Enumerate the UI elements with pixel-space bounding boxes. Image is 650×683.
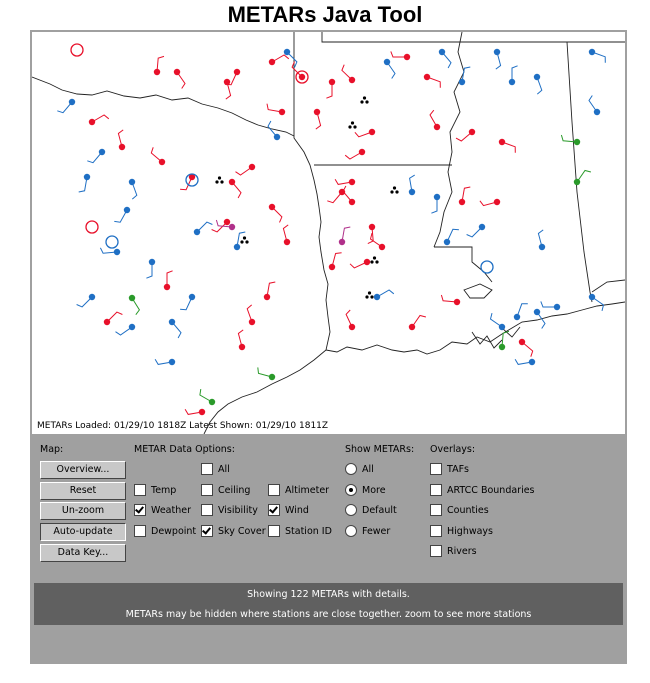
precip-dot	[368, 291, 371, 294]
station-dot[interactable]	[519, 339, 525, 345]
radio-more[interactable]	[345, 484, 357, 496]
checkbox-temp[interactable]	[134, 484, 146, 496]
station-ring	[481, 261, 493, 273]
station-dot[interactable]	[444, 239, 450, 245]
checkbox-dewpoint[interactable]	[134, 525, 146, 537]
radio-default[interactable]	[345, 504, 357, 516]
station-dot[interactable]	[409, 324, 415, 330]
station-dot[interactable]	[274, 134, 280, 140]
station-dot[interactable]	[279, 109, 285, 115]
station-dot[interactable]	[349, 77, 355, 83]
data-option-temp[interactable]: Temp	[134, 484, 176, 496]
station-dot[interactable]	[249, 319, 255, 325]
station-dot[interactable]	[249, 164, 255, 170]
metars-loaded-status: METARs Loaded: 01/29/10 1818Z Latest Shown: 01/29/10 1811Z	[37, 421, 329, 431]
station-ring	[86, 221, 98, 233]
station-dot[interactable]	[459, 79, 465, 85]
overlay-highways[interactable]: Highways	[430, 525, 493, 537]
checkbox-ceiling[interactable]	[201, 484, 213, 496]
precip-dot	[393, 186, 396, 189]
checkbox-counties[interactable]	[430, 504, 442, 516]
data-option-all[interactable]: All	[201, 463, 230, 475]
station-dot[interactable]	[229, 179, 235, 185]
station-dot[interactable]	[424, 74, 430, 80]
station-dot[interactable]	[114, 249, 120, 255]
data-options-heading: METAR Data Options:	[134, 444, 235, 455]
show-option-all[interactable]: All	[345, 463, 374, 475]
station-dot[interactable]	[434, 194, 440, 200]
station-dot[interactable]	[234, 69, 240, 75]
precip-dot	[240, 240, 243, 243]
station-dot[interactable]	[479, 224, 485, 230]
data-option-dewpoint[interactable]: Dewpoint	[134, 525, 196, 537]
station-dot[interactable]	[469, 129, 475, 135]
checkbox-wind[interactable]	[268, 504, 280, 516]
station-dot[interactable]	[514, 314, 520, 320]
station-dot[interactable]	[509, 79, 515, 85]
checkbox-artcc-boundaries[interactable]	[430, 484, 442, 496]
station-dot[interactable]	[264, 294, 270, 300]
station-dot[interactable]	[104, 319, 110, 325]
info-count-text: Showing 122 METARs with details.	[247, 589, 410, 600]
station-dot[interactable]	[409, 189, 415, 195]
station-dot[interactable]	[594, 109, 600, 115]
station-dot[interactable]	[349, 199, 355, 205]
data-key-button[interactable]: Data Key...	[40, 544, 126, 562]
overlays-heading: Overlays:	[430, 444, 476, 455]
info-hint-text: METARs may be hidden where stations are close together. zoom to see more stations	[125, 609, 532, 620]
page-title: METARs Java Tool	[227, 2, 423, 27]
station-dot[interactable]	[589, 294, 595, 300]
precip-dot	[220, 180, 223, 183]
overlay-counties[interactable]: Counties	[430, 504, 489, 516]
data-option-visibility[interactable]: Visibility	[201, 504, 258, 516]
station-dot[interactable]	[554, 304, 560, 310]
station-dot[interactable]	[434, 124, 440, 130]
station-dot[interactable]	[499, 139, 505, 145]
station-dot[interactable]	[349, 179, 355, 185]
station-dot[interactable]	[84, 174, 90, 180]
show-metars-heading: Show METARs:	[345, 444, 415, 455]
station-dot[interactable]	[199, 409, 205, 415]
station-dot[interactable]	[194, 229, 200, 235]
map-heading: Map:	[40, 444, 64, 455]
map-canvas[interactable]	[32, 32, 625, 434]
station-dot[interactable]	[154, 69, 160, 75]
station-dot[interactable]	[494, 199, 500, 205]
precip-dot	[390, 190, 393, 193]
station-dot[interactable]	[454, 299, 460, 305]
precip-dot	[348, 125, 351, 128]
station-dot[interactable]	[349, 324, 355, 330]
station-dot[interactable]	[299, 74, 305, 80]
precip-dot	[365, 100, 368, 103]
station-dot[interactable]	[239, 344, 245, 350]
checkbox-station-id[interactable]	[268, 525, 280, 537]
station-dot[interactable]	[129, 324, 135, 330]
precip-dot	[370, 260, 373, 263]
precip-dot	[363, 96, 366, 99]
station-dot[interactable]	[379, 244, 385, 250]
precip-dot	[360, 100, 363, 103]
station-dot[interactable]	[534, 309, 540, 315]
station-dot[interactable]	[284, 239, 290, 245]
precip-dot	[218, 176, 221, 179]
station-ring	[71, 44, 83, 56]
station-dot[interactable]	[574, 179, 580, 185]
station-dot[interactable]	[129, 179, 135, 185]
station-dot[interactable]	[99, 149, 105, 155]
station-dot[interactable]	[159, 159, 165, 165]
precip-dot	[395, 190, 398, 193]
station-dot[interactable]	[269, 374, 275, 380]
overview-button[interactable]: Overview...	[40, 461, 126, 479]
show-option-default[interactable]: Default	[345, 504, 397, 516]
station-dot[interactable]	[499, 344, 505, 350]
station-dot[interactable]	[539, 244, 545, 250]
station-dot[interactable]	[209, 399, 215, 405]
auto-update-button[interactable]: Auto-update	[40, 523, 126, 541]
data-option-station-id[interactable]: Station ID	[268, 525, 332, 537]
station-dot[interactable]	[269, 59, 275, 65]
precip-dot	[243, 236, 246, 239]
station-dot[interactable]	[364, 259, 370, 265]
precip-dot	[373, 256, 376, 259]
station-dot[interactable]	[169, 319, 175, 325]
station-dot[interactable]	[149, 259, 155, 265]
station-dot[interactable]	[89, 294, 95, 300]
radio-fewer[interactable]	[345, 525, 357, 537]
show-option-fewer[interactable]: Fewer	[345, 525, 390, 537]
overlay-rivers[interactable]: Rivers	[430, 545, 477, 557]
station-dot[interactable]	[374, 294, 380, 300]
station-dot[interactable]	[439, 49, 445, 55]
station-dot[interactable]	[229, 224, 235, 230]
station-dot[interactable]	[129, 295, 135, 301]
station-dot[interactable]	[404, 54, 410, 60]
checkbox-weather[interactable]	[134, 504, 146, 516]
station-dot[interactable]	[589, 49, 595, 55]
checkbox-rivers[interactable]	[430, 545, 442, 557]
station-dot[interactable]	[284, 49, 290, 55]
station-dot[interactable]	[529, 359, 535, 365]
metar-applet	[30, 30, 627, 664]
station-dot[interactable]	[224, 219, 230, 225]
station-dot[interactable]	[69, 99, 75, 105]
data-option-weather[interactable]: Weather	[134, 504, 191, 516]
radio-all[interactable]	[345, 463, 357, 475]
station-dot[interactable]	[269, 204, 275, 210]
station-dot[interactable]	[499, 324, 505, 330]
precip-dot	[365, 295, 368, 298]
station-dot[interactable]	[89, 119, 95, 125]
station-dot[interactable]	[329, 79, 335, 85]
precip-dot	[351, 121, 354, 124]
station-dot[interactable]	[329, 264, 335, 270]
checkbox-visibility[interactable]	[201, 504, 213, 516]
weather-map[interactable]	[32, 32, 625, 434]
reset-button[interactable]: Reset	[40, 482, 126, 500]
station-dot[interactable]	[369, 224, 375, 230]
station-ring	[106, 236, 118, 248]
station-dot[interactable]	[314, 109, 320, 115]
precip-dot	[375, 260, 378, 263]
station-dot[interactable]	[174, 69, 180, 75]
unzoom-button[interactable]: Un-zoom	[40, 502, 126, 520]
precip-dot	[245, 240, 248, 243]
station-dot[interactable]	[534, 74, 540, 80]
station-dot[interactable]	[189, 294, 195, 300]
state-boundaries	[32, 32, 625, 434]
station-dot[interactable]	[369, 129, 375, 135]
precip-dot	[215, 180, 218, 183]
checkbox-tafs[interactable]	[430, 463, 442, 475]
precip-dot	[370, 295, 373, 298]
station-dot[interactable]	[164, 284, 170, 290]
overlay-artcc-boundaries[interactable]: ARTCC Boundaries	[430, 484, 535, 496]
data-option-sky-cover[interactable]: Sky Cover	[201, 525, 266, 537]
station-dot[interactable]	[459, 199, 465, 205]
data-option-ceiling[interactable]: Ceiling	[201, 484, 250, 496]
checkbox-all[interactable]	[201, 463, 213, 475]
precip-dot	[353, 125, 356, 128]
info-panel	[34, 583, 623, 625]
checkbox-sky-cover[interactable]	[201, 525, 213, 537]
station-dot[interactable]	[119, 144, 125, 150]
overlay-tafs[interactable]: TAFs	[430, 463, 469, 475]
station-dot[interactable]	[494, 49, 500, 55]
station-dot[interactable]	[359, 149, 365, 155]
station-markers	[57, 44, 605, 415]
station-dot[interactable]	[234, 244, 240, 250]
station-dot[interactable]	[124, 207, 130, 213]
station-dot[interactable]	[339, 239, 345, 245]
show-option-more[interactable]: More	[345, 484, 386, 496]
checkbox-altimeter[interactable]	[268, 484, 280, 496]
checkbox-highways[interactable]	[430, 525, 442, 537]
data-option-altimeter[interactable]: Altimeter	[268, 484, 329, 496]
station-dot[interactable]	[384, 59, 390, 65]
station-dot[interactable]	[169, 359, 175, 365]
data-option-wind[interactable]: Wind	[268, 504, 309, 516]
station-dot[interactable]	[574, 139, 580, 145]
